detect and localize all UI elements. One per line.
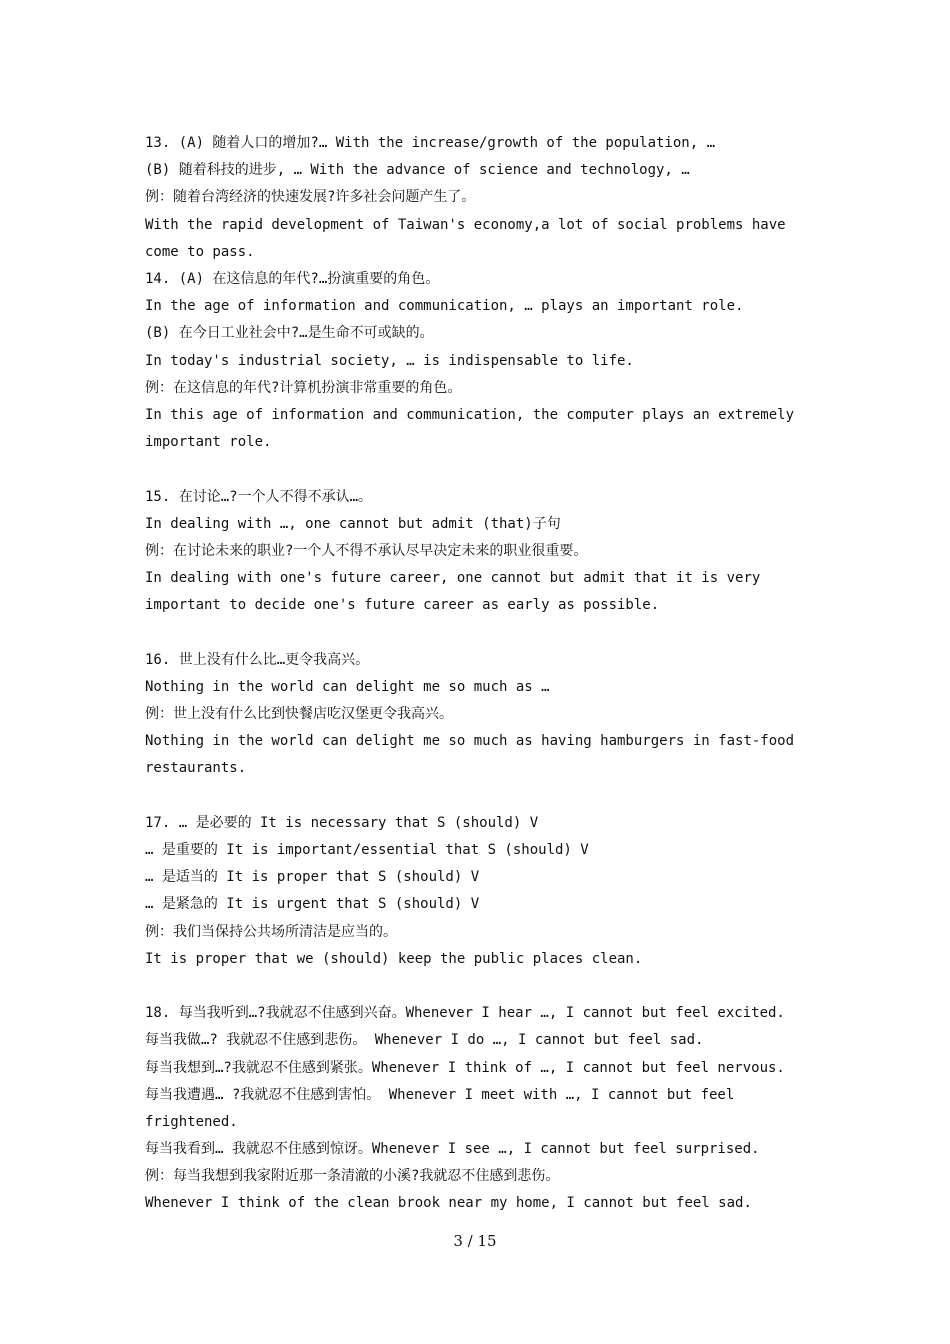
item-18-hear: 18. 每当我听到…?我就忍不住感到兴奋。Whenever I hear …, I cannot but feel excited. bbox=[145, 1005, 785, 1022]
item-17-necessary: 17. … 是必要的 It is necessary that S (should) V bbox=[145, 814, 539, 831]
document-body bbox=[145, 130, 820, 1218]
section-spacer bbox=[145, 619, 820, 646]
item-13-line-a: 13. (A) 随着人口的增加?… With the increase/growth of the population, … bbox=[145, 135, 716, 151]
section-spacer bbox=[145, 973, 820, 1000]
item-18-see: 每当我看到… 我就忍不住感到惊讶。Whenever I see …, I cannot but feel surprised. bbox=[145, 1141, 760, 1158]
item-13-line-b: (B) 随着科技的进步, … With the advance of science and technology, … bbox=[145, 162, 690, 179]
item-13-example-en: With the rapid development of Taiwan's economy,a lot of social problems have come to pass. bbox=[145, 216, 786, 260]
item-18-meet: 每当我遭遇… ?我就忍不住感到害怕。 Whenever I meet with …, I cannot but feel frightened. bbox=[145, 1086, 735, 1130]
item-15-example-zh: 例：在讨论未来的职业?一个人不得不承认尽早决定未来的职业很重要。 bbox=[145, 542, 588, 559]
item-17-example-zh: 例：我们当保持公共场所清洁是应当的。 bbox=[145, 923, 397, 940]
item-15-pattern: In dealing with …, one cannot but admit (that)子句 bbox=[145, 515, 561, 532]
section-spacer bbox=[145, 783, 820, 810]
item-16-example-zh: 例：世上没有什么比到快餐店吃汉堡更令我高兴。 bbox=[145, 706, 453, 723]
item-17-important: … 是重要的 It is important/essential that S (should) V bbox=[145, 842, 589, 858]
item-18-do: 每当我做…? 我就忍不住感到悲伤。 Whenever I do …, I cannot but feel sad. bbox=[145, 1032, 704, 1049]
item-14-line-b-en: In today's industrial society, … is indispensable to life. bbox=[145, 352, 634, 369]
item-17-example-en: It is proper that we (should) keep the public places clean. bbox=[145, 950, 643, 967]
item-16-example-en: Nothing in the world can delight me so much as having hamburgers in fast-food restaurants. bbox=[145, 733, 795, 777]
item-18-example-en: Whenever I think of the clean brook near my home, I cannot but feel sad. bbox=[145, 1195, 752, 1212]
item-16-title: 16. 世上没有什么比…更令我高兴。 bbox=[145, 651, 370, 668]
page-number: 3 / 15 bbox=[453, 1232, 497, 1250]
item-18-example-zh: 例：每当我想到我家附近那一条清澈的小溪?我就忍不住感到悲伤。 bbox=[145, 1168, 560, 1185]
item-14-example-en: In this age of information and communication, the computer plays an extremely important role. bbox=[145, 406, 795, 451]
item-14-line-a: 14. (A) 在这信息的年代?…扮演重要的角色。 bbox=[145, 270, 440, 287]
item-15-example-en: In dealing with one's future career, one cannot but admit that it is very important to decide one's future career as early as possible. bbox=[145, 570, 761, 614]
item-14-example-zh: 例：在这信息的年代?计算机扮演非常重要的角色。 bbox=[145, 379, 462, 396]
item-14-line-a-en: In the age of information and communication, … plays an important role. bbox=[145, 298, 744, 315]
item-13-example-zh: 例：随着台湾经济的快速发展?许多社会问题产生了。 bbox=[145, 189, 476, 206]
item-17-urgent: … 是紧急的 It is urgent that S (should) V bbox=[145, 896, 480, 913]
item-15-title: 15. 在讨论…?一个人不得不承认…。 bbox=[145, 488, 373, 505]
section-spacer bbox=[145, 456, 820, 483]
item-14-line-b: (B) 在今日工业社会中?…是生命不可或缺的。 bbox=[145, 325, 434, 342]
item-17-proper: … 是适当的 It is proper that S (should) V bbox=[145, 869, 480, 886]
item-16-pattern: Nothing in the world can delight me so much as … bbox=[145, 678, 550, 695]
item-18-think: 每当我想到…?我就忍不住感到紧张。Whenever I think of …, I cannot but feel nervous. bbox=[145, 1059, 785, 1076]
